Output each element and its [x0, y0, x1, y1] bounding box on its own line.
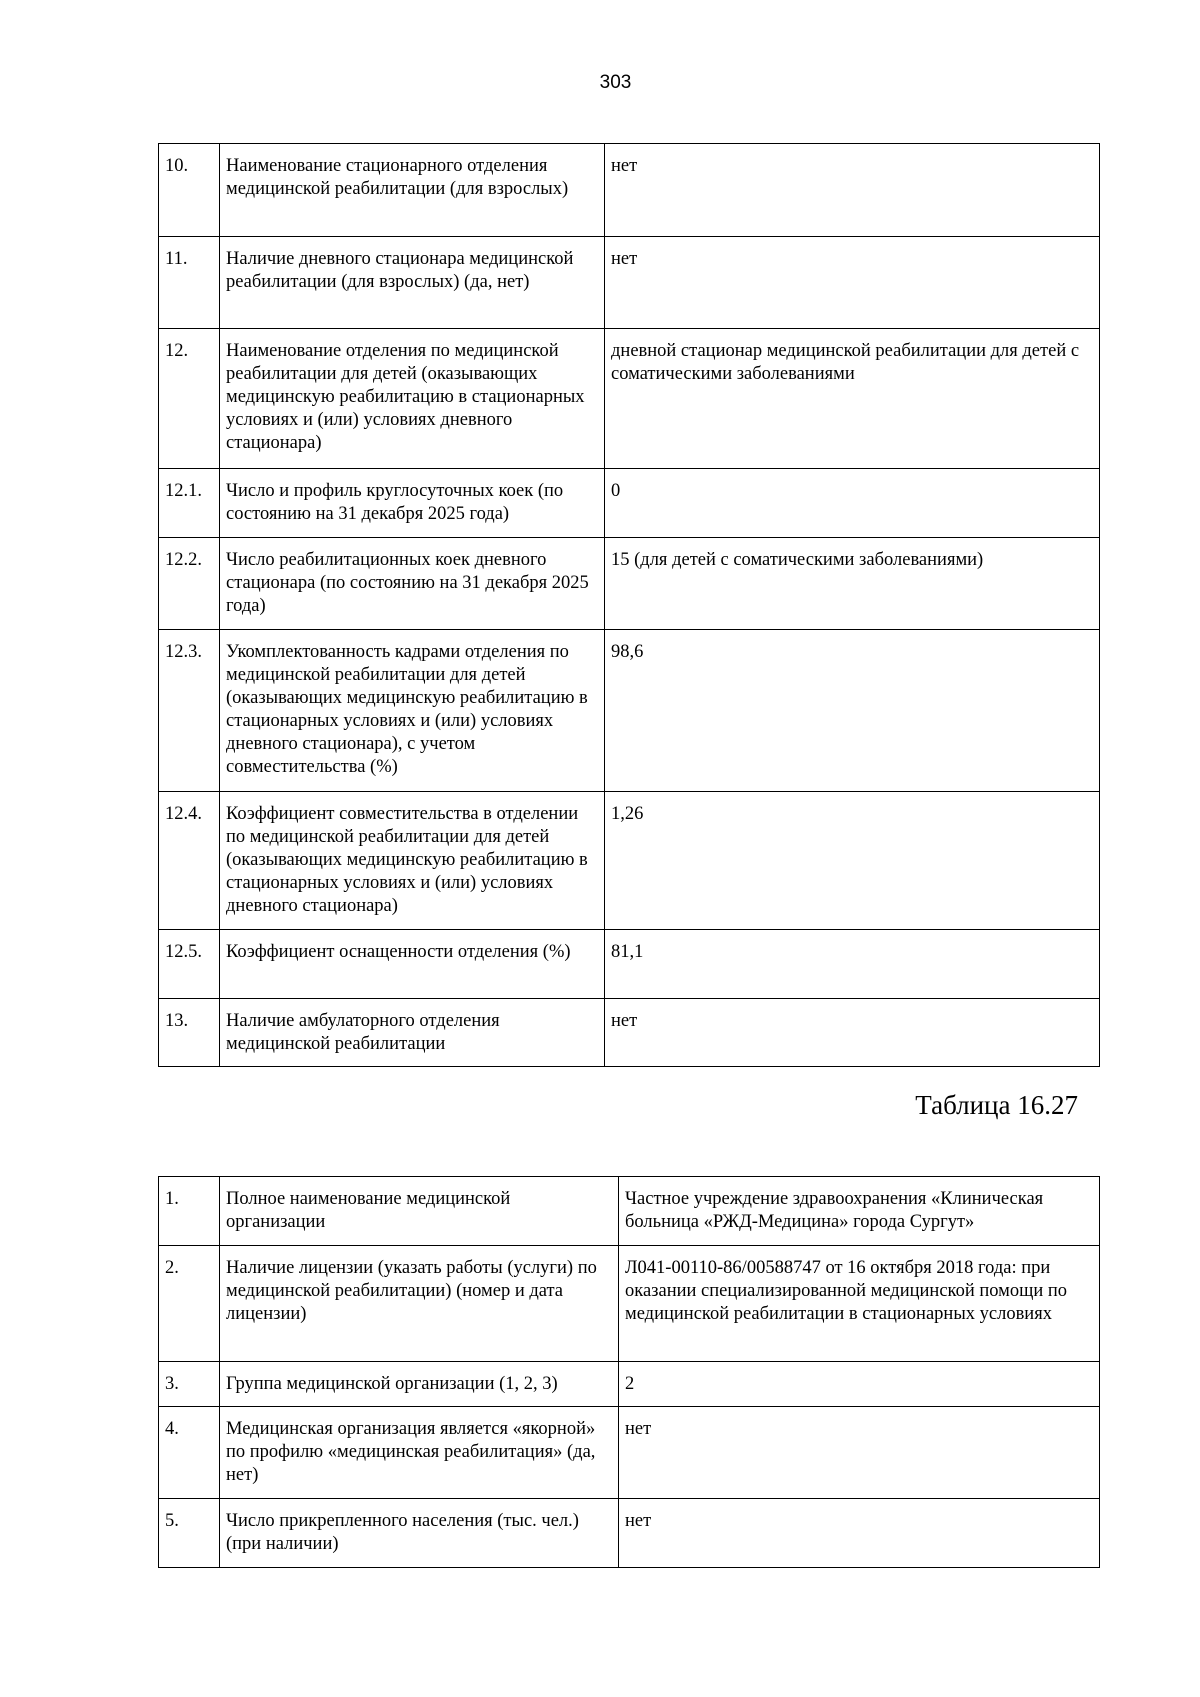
row-value: 0: [605, 469, 1100, 538]
row-number: 13.: [159, 999, 220, 1067]
row-number: 4.: [159, 1407, 220, 1499]
row-value: нет: [619, 1499, 1100, 1568]
row-number: 11.: [159, 237, 220, 329]
row-number: 12.3.: [159, 630, 220, 792]
table-row: [159, 1177, 1100, 1246]
row-number: 12.: [159, 329, 220, 469]
table-row: [159, 1246, 1100, 1362]
row-number: 12.4.: [159, 792, 220, 930]
table-row: [159, 329, 1100, 469]
row-name: Число прикрепленного населения (тыс. чел.) (при наличии): [220, 1499, 619, 1568]
table-row: [159, 630, 1100, 792]
row-number: 12.5.: [159, 930, 220, 999]
row-name: Число и профиль круглосуточных коек (по состоянию на 31 декабря 2025 года): [220, 469, 605, 538]
table-row: [159, 469, 1100, 538]
table-top: [158, 143, 1100, 1067]
row-name: Укомплектованность кадрами отделения по медицинской реабилитации для детей (оказывающих медицинскую реабилитацию в стационарных условиях и (или) условиях дневного стационара), с учетом совместительства (%): [220, 630, 605, 792]
table-row: [159, 792, 1100, 930]
table-row: [159, 1499, 1100, 1568]
row-number: 2.: [159, 1246, 220, 1362]
row-name: Медицинская организация является «якорной» по профилю «медицинская реабилитация» (да, нет): [220, 1407, 619, 1499]
row-number: 12.1.: [159, 469, 220, 538]
row-name: Коэффициент оснащенности отделения (%): [220, 930, 605, 999]
row-number: 3.: [159, 1362, 220, 1407]
row-name: Наличие амбулаторного отделения медицинской реабилитации: [220, 999, 605, 1067]
row-value: нет: [605, 237, 1100, 329]
table-bottom: [158, 1176, 1100, 1568]
table-row: [159, 144, 1100, 237]
row-name: Наличие дневного стационара медицинской реабилитации (для взрослых) (да, нет): [220, 237, 605, 329]
row-value: Л041-00110-86/00588747 от 16 октября 2018 года: при оказании специализированной медицинской помощи по медицинской реабилитации в стационарных условиях: [619, 1246, 1100, 1362]
row-value: 2: [619, 1362, 1100, 1407]
row-value: Частное учреждение здравоохранения «Клиническая больница «РЖД-Медицина» города Сургут»: [619, 1177, 1100, 1246]
row-name: Полное наименование медицинской организации: [220, 1177, 619, 1246]
row-value: 81,1: [605, 930, 1100, 999]
table-row: [159, 1407, 1100, 1499]
row-name: Число реабилитационных коек дневного стационара (по состоянию на 31 декабря 2025 года): [220, 538, 605, 630]
row-number: 12.2.: [159, 538, 220, 630]
row-value: 1,26: [605, 792, 1100, 930]
table-caption: Таблица 16.27: [915, 1090, 1078, 1120]
row-name: Наименование отделения по медицинской реабилитации для детей (оказывающих медицинскую реабилитацию в стационарных условиях и (или) условиях дневного стационара): [220, 329, 605, 469]
row-value: 98,6: [605, 630, 1100, 792]
row-value: 15 (для детей с соматическими заболеваниями): [605, 538, 1100, 630]
row-value: нет: [605, 144, 1100, 237]
row-number: 5.: [159, 1499, 220, 1568]
row-name: Коэффициент совместительства в отделении по медицинской реабилитации для детей (оказывающих медицинскую реабилитацию в стационарных условиях и (или) условиях дневного стационара): [220, 792, 605, 930]
row-value: нет: [619, 1407, 1100, 1499]
table-row: [159, 930, 1100, 999]
table-row: [159, 1362, 1100, 1407]
table-row: [159, 538, 1100, 630]
row-name: Группа медицинской организации (1, 2, 3): [220, 1362, 619, 1407]
row-number: 10.: [159, 144, 220, 237]
table-row: [159, 999, 1100, 1067]
row-number: 1.: [159, 1177, 220, 1246]
row-value: нет: [605, 999, 1100, 1067]
page-number: 303: [599, 72, 632, 93]
table-row: [159, 237, 1100, 329]
row-name: Наименование стационарного отделения медицинской реабилитации (для взрослых): [220, 144, 605, 237]
row-name: Наличие лицензии (указать работы (услуги) по медицинской реабилитации) (номер и дата лицензии): [220, 1246, 619, 1362]
row-value: дневной стационар медицинской реабилитации для детей с соматическими заболеваниями: [605, 329, 1100, 469]
